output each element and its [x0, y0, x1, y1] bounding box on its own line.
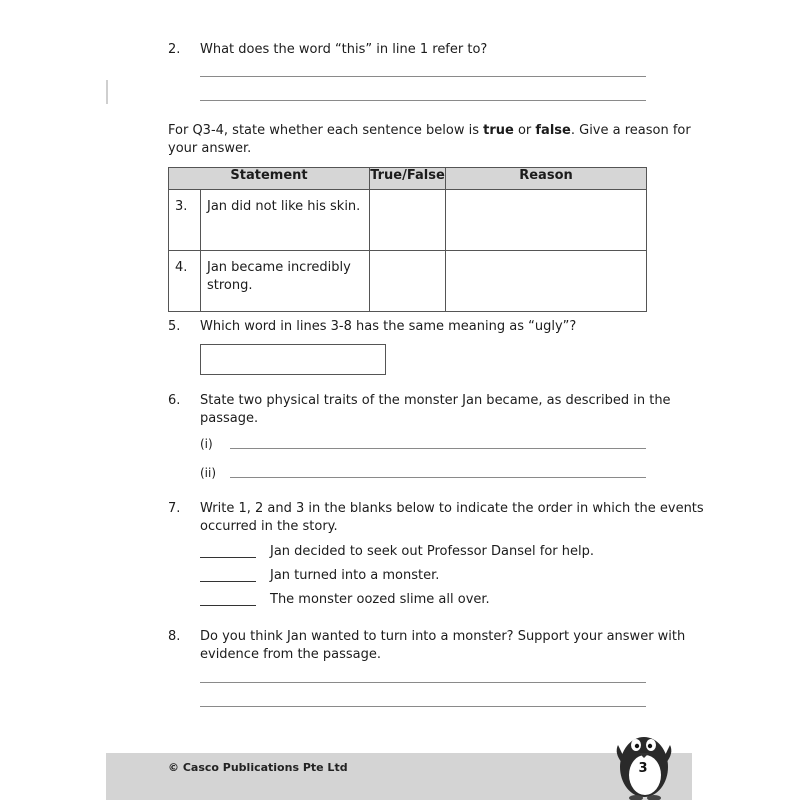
page-footer [106, 753, 692, 800]
q7-order-blank[interactable] [200, 605, 256, 606]
q7-text-line1: Write 1, 2 and 3 in the blanks below to indicate the order in which the events [200, 501, 704, 516]
reason-cell[interactable] [446, 190, 647, 251]
q6-text-line1: State two physical traits of the monster Jan became, as described in the [200, 393, 671, 408]
q6-text-line2: passage. [200, 411, 259, 426]
q5-number: 5. [168, 319, 181, 334]
q7-number: 7. [168, 501, 181, 516]
table-row [169, 251, 647, 312]
q2-number: 2. [168, 42, 181, 57]
header-statement: Statement [169, 168, 370, 190]
q3-4-instructions: For Q3-4, state whether each sentence below is true or false. Give a reason for [168, 123, 691, 138]
q3-4-instructions-line2: your answer. [168, 141, 252, 156]
false-word: false [535, 123, 571, 138]
q7-event: Jan decided to seek out Professor Dansel for help. [270, 544, 594, 559]
q6-sub-label: (i) [200, 437, 213, 451]
q7-event: Jan turned into a monster. [270, 568, 440, 583]
q8-text-line2: evidence from the passage. [200, 647, 382, 662]
header-true-false: True/False [370, 168, 446, 190]
q8-answer-line-2[interactable] [200, 706, 646, 707]
page-number: 3 [638, 761, 648, 776]
q2-text: What does the word “this” in line 1 refer to? [200, 42, 488, 57]
q7-event: The monster oozed slime all over. [270, 592, 490, 607]
q8-number: 8. [168, 629, 181, 644]
row-number: 4. [169, 251, 201, 312]
q2-answer-line-2[interactable] [200, 100, 646, 101]
reason-cell[interactable] [446, 251, 647, 312]
row-statement: Jan became incredibly strong. [201, 251, 370, 312]
q7-order-blank[interactable] [200, 581, 256, 582]
true-word: true [483, 123, 514, 138]
true-false-table [168, 167, 647, 312]
q7-text-line2: occurred in the story. [200, 519, 338, 534]
q8-text-line1: Do you think Jan wanted to turn into a monster? Support your answer with [200, 629, 686, 644]
binding-mark [106, 80, 108, 104]
q6-number: 6. [168, 393, 181, 408]
q8-answer-line-1[interactable] [200, 682, 646, 683]
true-false-cell[interactable] [370, 190, 446, 251]
q6-answer-line-2[interactable] [230, 477, 646, 478]
q5-text: Which word in lines 3-8 has the same meaning as “ugly”? [200, 319, 577, 334]
row-statement: Jan did not like his skin. [201, 190, 370, 251]
table-header-row [169, 168, 647, 190]
table-row [169, 190, 647, 251]
row-number: 3. [169, 190, 201, 251]
header-reason: Reason [446, 168, 647, 190]
q7-order-blank[interactable] [200, 557, 256, 558]
copyright-text: © Casco Publications Pte Ltd [168, 761, 348, 774]
q6-sub-label: (ii) [200, 466, 217, 480]
q5-answer-box[interactable] [200, 344, 386, 375]
q2-answer-line-1[interactable] [200, 76, 646, 77]
true-false-cell[interactable] [370, 251, 446, 312]
q6-answer-line-1[interactable] [230, 448, 646, 449]
